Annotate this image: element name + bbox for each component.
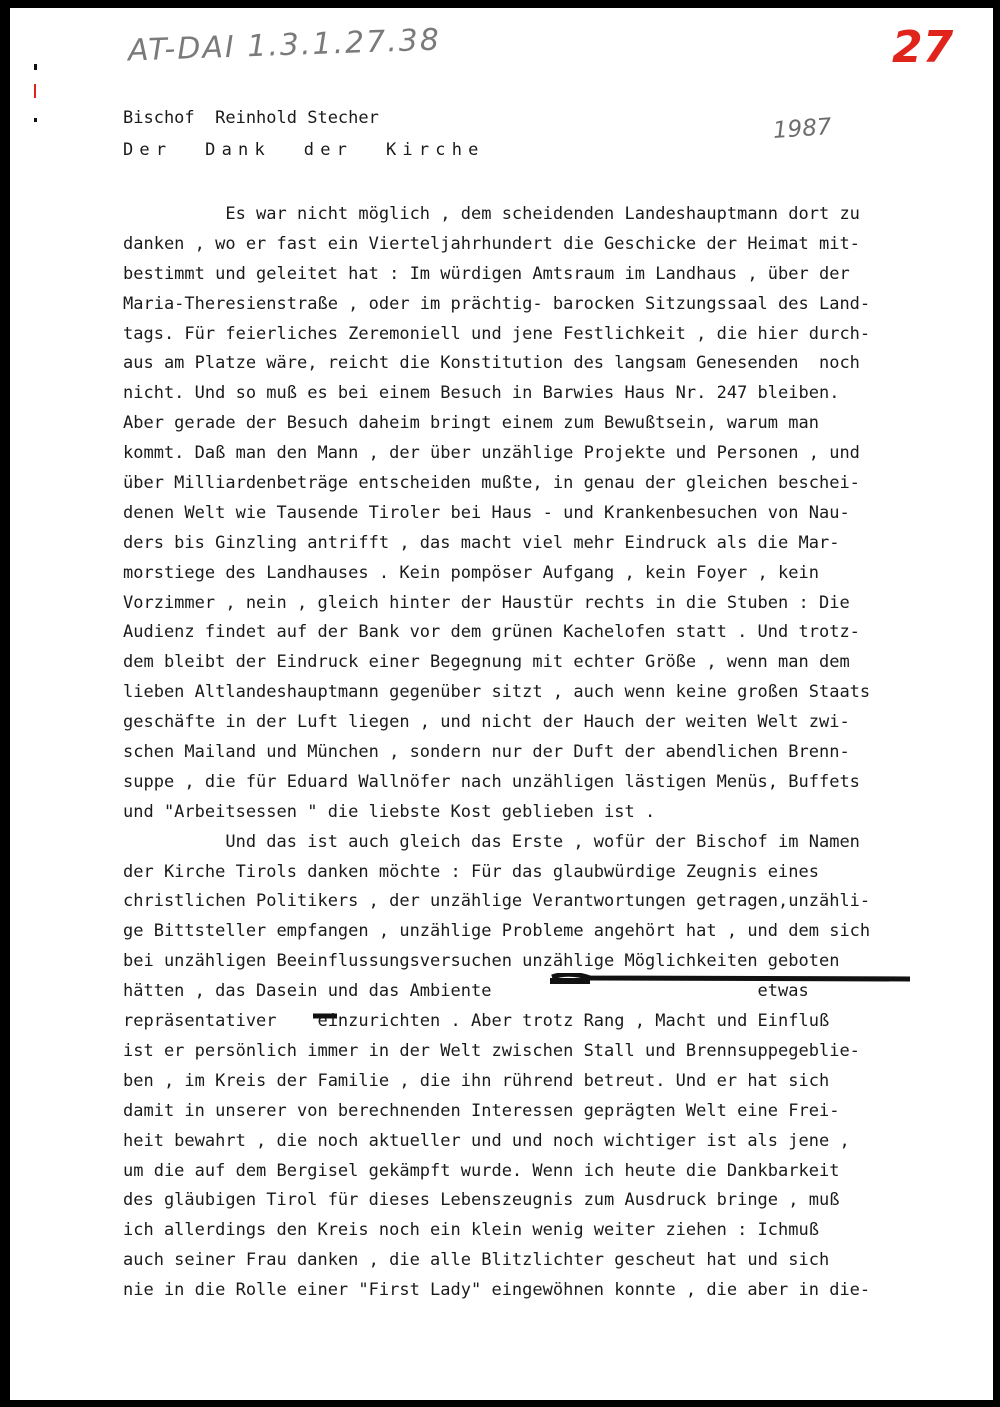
author-line: Bischof Reinhold Stecher [123,108,379,128]
body-line: Audienz findet auf der Bank vor dem grünen Kachelofen statt . Und trotz- [123,622,860,643]
body-line: ge Bittsteller empfangen , unzählige Probleme angehört hat , und dem sich [123,921,871,942]
body-line: und "Arbeitsessen " die liebste Kost geblieben ist . [123,801,656,822]
body-line: schen Mailand und München , sondern nur der Duft der abendlichen Brenn- [123,742,850,763]
body-line: des gläubigen Tirol für dieses Lebenszeugnis zum Ausdruck bringe , muß [123,1190,840,1211]
body-line: lieben Altlandeshauptmann gegenüber sitzt , auch wenn keine großen Staats [123,682,871,703]
body-line: nie in die Rolle einer "First Lady" eingewöhnen konnte , die aber in die- [123,1280,871,1301]
body-line: denen Welt wie Tausende Tiroler bei Haus - und Krankenbesuchen von Nau- [123,502,850,523]
body-line: ben , im Kreis der Familie , die ihn rührend betreut. Und er hat sich [123,1070,830,1091]
body-line: bestimmt und geleitet hat : Im würdigen Amtsraum im Landhaus , über der [123,263,850,284]
redaction-strike [550,973,910,985]
year-annotation: 1987 [772,113,833,145]
body-line: repräsentativer einzurichten . Aber trotz Rang , Macht und Einfluß [123,1011,830,1032]
body-line: Und das ist auch gleich das Erste , wofür der Bischof im Namen [123,831,860,852]
document-title: Der Dank der Kirche [123,140,485,160]
body-line: auch seiner Frau danken , die alle Blitzlichter gescheut hat und sich [123,1250,830,1271]
body-line: der Kirche Tirols danken möchte : Für das glaubwürdige Zeugnis eines [123,861,819,882]
body-line: nicht. Und so muß es bei einem Besuch in Barwies Haus Nr. 247 bleiben. [123,383,840,404]
body-text [123,200,993,1306]
body-line: über Milliardenbeträge entscheiden mußte, in genau der gleichen beschei- [123,473,860,494]
body-line: kommt. Daß man den Mann , der über unzählige Projekte und Personen , und [123,443,860,464]
body-line: hätten , das Dasein und das Ambiente etwas [123,981,809,1002]
body-line: morstiege des Landhauses . Kein pompöser Aufgang , kein Foyer , kein [123,562,819,583]
body-line: Aber gerade der Besuch daheim bringt einem zum Bewußtsein, warum man [123,413,819,434]
punch-mark [34,64,37,70]
body-line: heit bewahrt , die noch aktueller und und noch wichtiger ist als jene , [123,1130,850,1151]
body-line: danken , wo er fast ein Vierteljahrhundert die Geschicke der Heimat mit- [123,233,860,254]
body-line: suppe , die für Eduard Wallnöfer nach unzähligen lästigen Menüs, Buffets [123,771,860,792]
body-line: bei unzähligen Beeinflussungsversuchen unzählige Möglichkeiten geboten [123,951,840,972]
punch-mark [34,118,37,122]
body-line: aus am Platze wäre, reicht die Konstitution des langsam Genesenden noch [123,353,860,374]
body-line: tags. Für feierliches Zeremoniell und jene Festlichkeit , die hier durch- [123,323,871,344]
body-line: geschäfte in der Luft liegen , und nicht der Hauch der weiten Welt zwi- [123,712,850,733]
body-line: ich allerdings den Kreis noch ein klein wenig weiter ziehen : Ichmuß [123,1220,819,1241]
body-line: Es war nicht möglich , dem scheidenden Landeshauptmann dort zu [123,204,860,224]
body-line: damit in unserer von berechnenden Interessen geprägten Welt eine Frei- [123,1100,840,1121]
redaction-strike [312,1011,338,1021]
body-line: ders bis Ginzling antrifft , das macht viel mehr Eindruck als die Mar- [123,532,840,553]
document-page [10,8,993,1400]
archive-reference-annotation: AT-DAI 1.3.1.27.38 [127,22,442,69]
body-line: Vorzimmer , nein , gleich hinter der Haustür rechts in die Stuben : Die [123,592,850,613]
body-line: dem bleibt der Eindruck einer Begegnung mit echter Größe , wenn man dem [123,652,850,673]
body-line: christlichen Politikers , der unzählige Verantwortungen getragen,unzähli- [123,891,871,912]
body-line: um die auf dem Bergisel gekämpft wurde. Wenn ich heute die Dankbarkeit [123,1160,840,1181]
body-line: Maria-Theresienstraße , oder im prächtig- barocken Sitzungssaal des Land- [123,293,871,314]
page-number-annotation: 27 [892,22,954,73]
red-margin-mark [34,84,36,98]
body-line: ist er persönlich immer in der Welt zwischen Stall und Brennsuppegeblie- [123,1040,860,1061]
